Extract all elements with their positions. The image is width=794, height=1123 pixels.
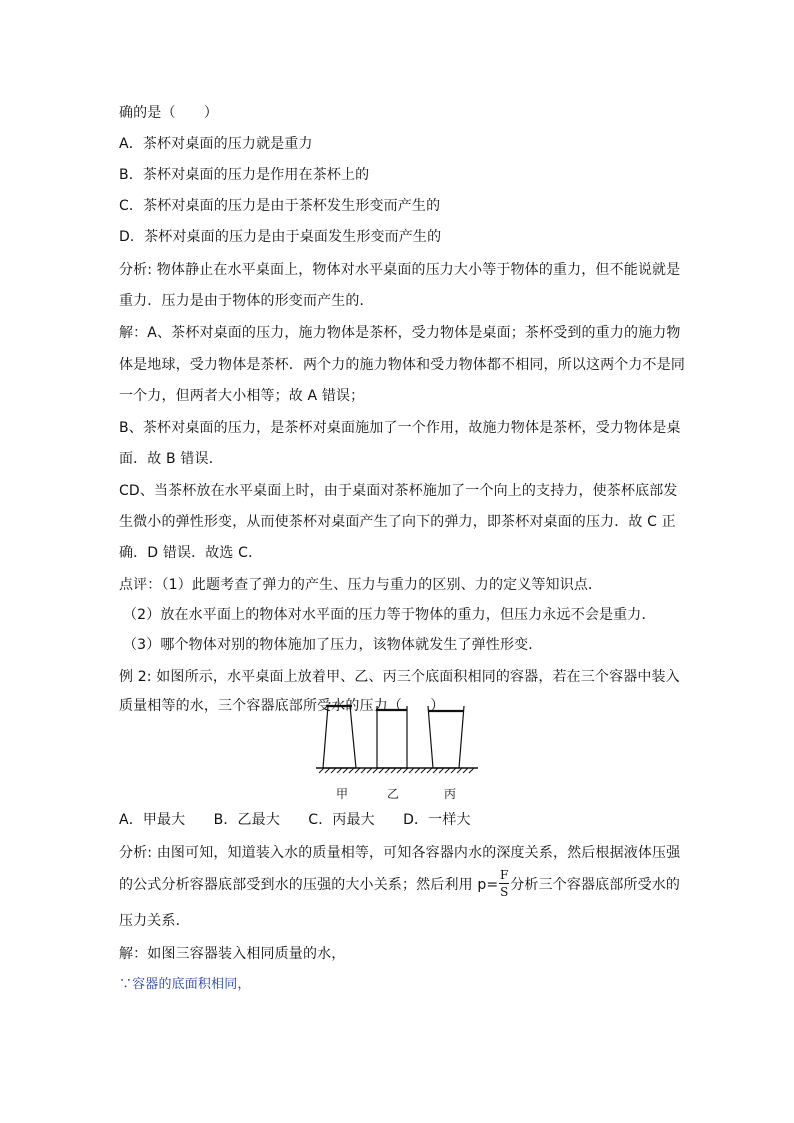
question-continuation: 确的是（ ） <box>119 105 219 121</box>
example-2-analysis-line-2 <box>119 868 681 899</box>
analysis-line-2: 重力．压力是由于物体的形变而产生的． <box>119 293 374 309</box>
example-2-line-1: 例 2: 如图所示，水平桌面上放着甲、乙、丙三个底面积相同的容器，若在三个容器中装入 <box>119 669 680 685</box>
container-bing <box>428 706 464 768</box>
solution-cd-line-3: 确．D 错误．故选 C． <box>119 545 263 561</box>
example-2-analysis-line-3: 压力关系． <box>119 913 190 929</box>
option-a: A．茶杯对桌面的压力就是重力 <box>119 136 313 152</box>
solution-line-2: 体是地球，受力物体是茶杯．两个力的施力物体和受力物体都不相同，所以这两个力不是同 <box>119 357 685 373</box>
analysis-text-after-formula: 分析三个容器底部所受水的 <box>510 877 681 893</box>
comment-line-1: 点评：（1）此题考查了弹力的产生、压力与重力的区别、力的定义等知识点． <box>119 577 603 593</box>
solution-line-3: 一个力，但两者大小相等；故 A 错误； <box>119 388 365 404</box>
example-2-solution-line-1: 解：如图三容器装入相同质量的水， <box>119 946 346 962</box>
label-bing: 丙 <box>444 787 457 801</box>
example-2-analysis-line-1: 分析: 由图可知，知道装入水的质量相等，可知各容器内水的深度关系，然后根据液体压强 <box>119 845 681 861</box>
option-d: D．茶杯对桌面的压力是由于桌面发生形变而产生的 <box>119 229 442 245</box>
solution-b-line-1: B、茶杯对桌面的压力，是茶杯对桌面施加了一个作用，故施力物体是茶杯，受力物体是桌 <box>119 420 681 436</box>
pressure-formula <box>498 868 510 899</box>
container-jia <box>323 706 356 768</box>
containers-figure <box>312 698 482 806</box>
containers-diagram <box>312 698 482 784</box>
formula-denominator: S <box>500 885 509 899</box>
solution-b-line-2: 面．故 B 错误． <box>119 451 223 467</box>
analysis-text-before-formula: 的公式分析容器底部受到水的压强的大小关系；然后利用 p= <box>119 877 499 893</box>
container-yi <box>376 706 407 768</box>
label-yi: 乙 <box>387 787 400 801</box>
option-b: B．茶杯对桌面的压力是作用在茶杯上的 <box>119 167 370 183</box>
example-2-line-2: 质量相等的水，三个容器底部所受水的压力（ ） <box>119 698 445 714</box>
solution-line-1: 解：A、茶杯对桌面的压力，施力物体是茶杯，受力物体是桌面；茶杯受到的重力的施力物 <box>119 325 681 341</box>
formula-numerator: F <box>500 868 509 882</box>
comment-line-2: （2）放在水平面上的物体对水平面的压力等于物体的重力，但压力永远不会是重力． <box>123 607 656 623</box>
fraction-bar <box>499 883 509 884</box>
solution-cd-line-2: 生微小的弹性形变，从而使茶杯对桌面产生了向下的弹力，即茶杯对桌面的压力．故 C 正 <box>119 514 676 530</box>
comment-line-3: （3）哪个物体对别的物体施加了压力，该物体就发生了弹性形变． <box>123 637 543 653</box>
example-2-solution-line-2: ∵容器的底面积相同， <box>119 977 251 992</box>
example-2-options: A．甲最大 B．乙最大 C．丙最大 D．一样大 <box>119 812 471 828</box>
analysis-line-1: 分析: 物体静止在水平桌面上，物体对水平桌面的压力大小等于物体的重力，但不能说就是 <box>119 262 681 278</box>
solution-cd-line-1: CD、当茶杯放在水平桌面上时，由于桌面对茶杯施加了一个向上的支持力，使茶杯底部发 <box>119 483 678 499</box>
option-c: C．茶杯对桌面的压力是由于茶杯发生形变而产生的 <box>119 198 441 214</box>
label-jia: 甲 <box>336 787 349 801</box>
table-surface <box>316 768 478 773</box>
